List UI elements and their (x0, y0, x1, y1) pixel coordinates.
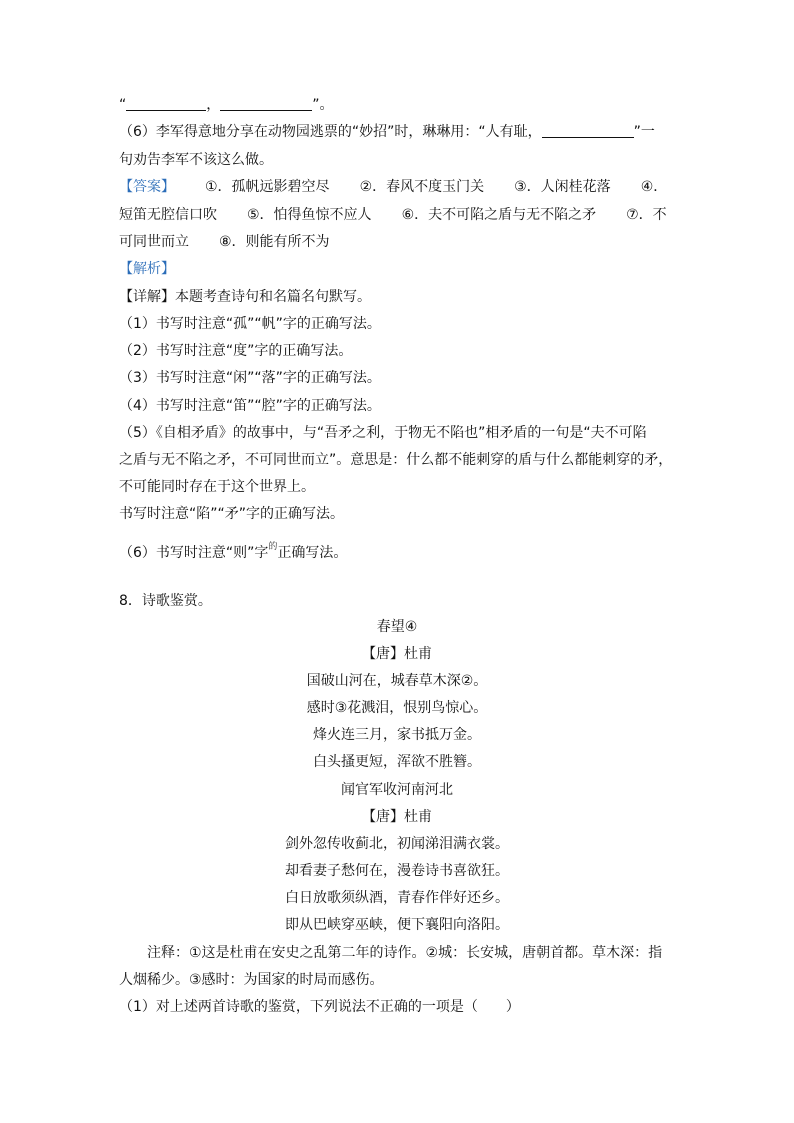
detail-line: 【详解】本题考查诗句和名篇名句默写。 (119, 289, 371, 305)
answer-line-2: 短笛无腔信口吹 ⑤．怕得鱼惊不应人 ⑥．夫不可陷之盾与无不陷之矛 ⑦．不 (119, 207, 667, 223)
answer-blank[interactable] (542, 123, 634, 138)
note-5-line-4: 书写时注意“陷”“矛”字的正确写法。 (119, 506, 345, 522)
poem-line: 剑外忽传收蓟北，初闻涕泪满衣裳。 (285, 836, 509, 852)
fill-in-line-top: “ ， ”。 (119, 97, 334, 113)
poem-line: 白头搔更短，浑欲不胜簪。 (313, 754, 481, 770)
poem-line: 却看妻子愁何在，漫卷诗书喜欲狂。 (285, 863, 509, 879)
note-6: （6）书写时注意“则”字$^的$正确写法。 (119, 542, 348, 561)
annotation-line-1: 注释：①这是杜甫在安史之乱第二年的诗作。②城：长安城，唐朝首都。草木深：指 (147, 945, 663, 961)
answer-label: 【答案】 (119, 179, 175, 195)
answer-line-1 (119, 177, 667, 197)
note-item: （3）书写时注意“闲”“落”字的正确写法。 (119, 370, 381, 386)
note-5-line-3: 不可能同时存在于这个世界上。 (119, 479, 315, 495)
answer-line-3: 可同世而立 ⑧．则能有所不为 (119, 234, 330, 250)
note-item: （4）书写时注意“笛”“腔”字的正确写法。 (119, 398, 381, 414)
analysis-label: 【解析】 (119, 261, 175, 277)
poem-2-author: 【唐】杜甫 (362, 809, 432, 825)
answer-blank[interactable] (220, 96, 312, 111)
question-item-6-cont: 句劝告李军不该这么做。 (119, 152, 273, 168)
poem-line: 即从巴峡穿巫峡，便下襄阳向洛阳。 (285, 917, 509, 933)
poem-2-title: 闻官军收河南河北 (341, 782, 453, 798)
note-5-line-1: （5）《自相矛盾》的故事中，与“吾矛之利，于物无不陷也”相矛盾的一句是“夫不可陷 (119, 425, 647, 441)
answer-2: ②．春风不度玉门关 (359, 179, 485, 195)
note-5-line-2: 之盾与无不陷之矛，不可同世而立”。意思是：什么都不能刺穿的盾与什么都能刺穿的矛， (119, 452, 673, 468)
poem-line: 感时③花溅泪，恨别鸟惊心。 (306, 700, 488, 716)
question-item-6: （6）李军得意地分享在动物园逃票的“妙招”时，琳琳用：“人有耻， ”一 (119, 124, 655, 140)
note-item: （1）书写时注意“孤”“帆”字的正确写法。 (119, 316, 381, 332)
question-8-heading: 8．诗歌鉴赏。 (119, 593, 212, 609)
annotation-line-2: 人烟稀少。③感时：为国家的时局而感伤。 (119, 972, 384, 988)
poem-line: 白日放歌须纵酒，青春作伴好还乡。 (285, 890, 509, 906)
sub-question-1: （1）对上述两首诗歌的鉴赏，下列说法不正确的一项是（ ） (119, 999, 520, 1015)
answer-4: ④． (640, 179, 668, 195)
answer-3: ③．人闲桂花落 (514, 179, 611, 195)
answer-1: ①．孤帆远影碧空尽 (205, 179, 330, 195)
poem-1-author: 【唐】杜甫 (362, 646, 432, 662)
poem-line: 国破山河在，城春草木深②。 (306, 673, 488, 689)
poem-1-title: 春望④ (376, 619, 418, 635)
note-item: （2）书写时注意“度”字的正确写法。 (119, 343, 353, 359)
answer-blank[interactable] (126, 96, 206, 111)
poem-line: 烽火连三月，家书抵万金。 (313, 727, 481, 743)
